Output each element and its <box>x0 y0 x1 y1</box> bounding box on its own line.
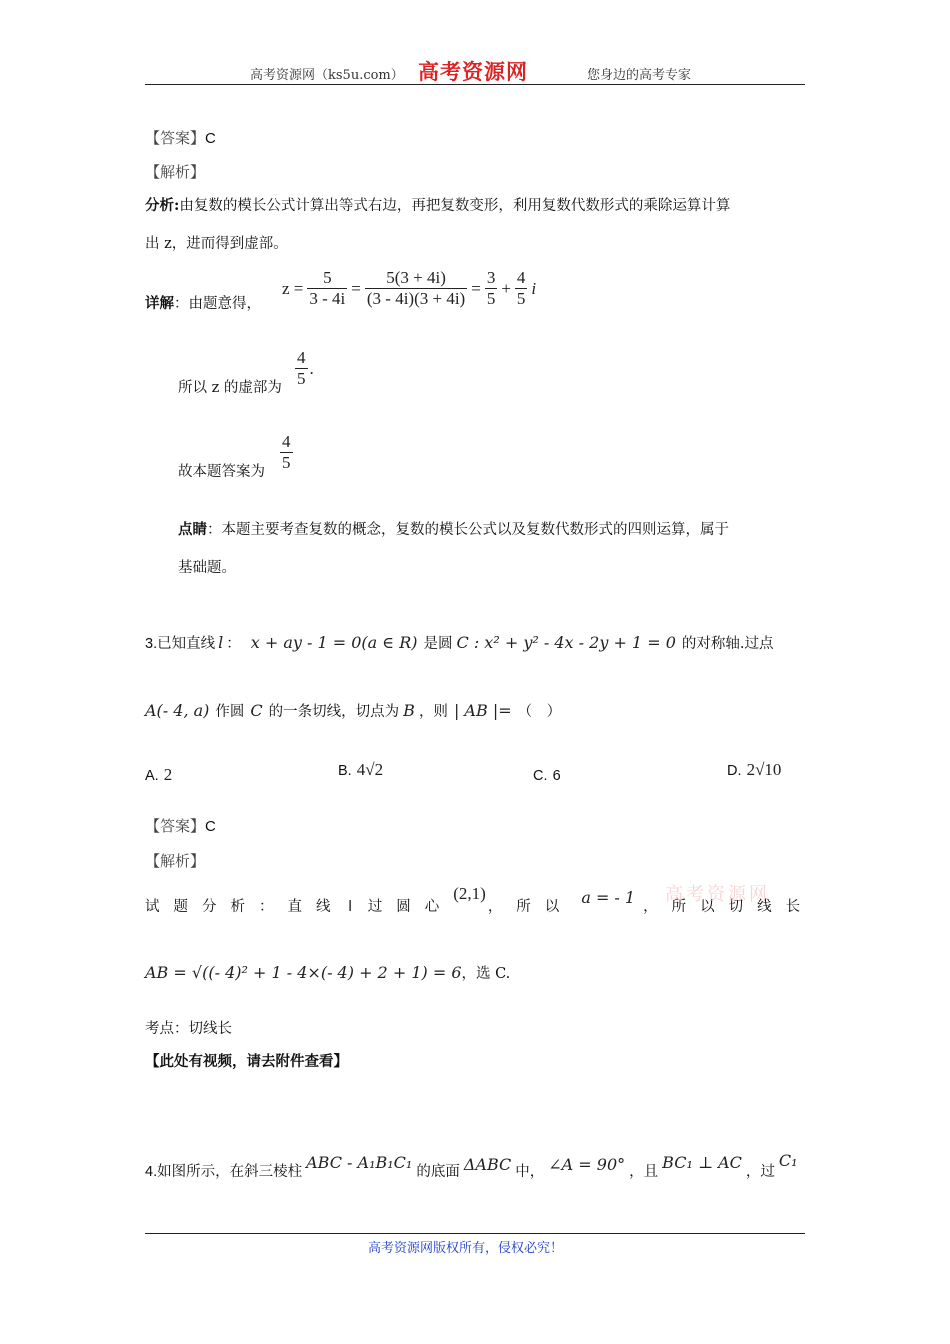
q3-answer: 【答案】C <box>145 817 216 835</box>
q3-point-a: A(- 4, a) <box>145 701 210 720</box>
q2-equation <box>282 268 536 309</box>
q2-analysis-tag: 【解析】 <box>145 163 206 181</box>
eq-frac4: $\frac{4}{5}$ <box>516 268 526 308</box>
q3-video-note: 【此处有视频，请去附件查看】 <box>145 1053 348 1070</box>
q3-option-a: A. 2 <box>145 765 173 784</box>
header-left: 高考资源网（ks5u.com） <box>250 68 404 83</box>
watermark: 高考资源网 <box>665 884 770 905</box>
q2-comment-line1: 点睛：本题主要考查复数的概念，复数的模长公式以及复数代数形式的四则运算，属于 <box>178 521 729 538</box>
q3-ab-formula: AB = √((- 4)² + 1 - 4×(- 4) + 2 + 1) = 6 <box>145 963 462 982</box>
eq-frac3: $\frac{3}{5}$ <box>486 268 496 308</box>
detail-text: ：由题意得， <box>174 296 261 312</box>
q3-stem-line2: A(- 4, a) 作圆 C 的一条切线，切点为 B ，则 | AB |= （ ） <box>145 701 562 720</box>
detail-label: 详解 <box>145 295 174 312</box>
q2-imag-frac: $\frac{4}{5}$ . <box>297 348 314 388</box>
header-brand-logo: 高考资源网 <box>418 59 528 84</box>
q2-imag-text: 所以 z 的虚部为 <box>178 380 282 396</box>
q3-number: 3. <box>145 636 158 652</box>
q4-stem: 4. 如图所示，在斜三棱柱 ABC - A₁B₁C₁ 的底面 ΔABC 中， ∠A = 90° ，且 BC₁ ⊥ AC ，过 C₁ <box>145 1151 798 1180</box>
q3-a-value: a = - 1 <box>581 888 636 907</box>
analysis-label: 分析: <box>145 197 180 214</box>
eq-i: i <box>531 278 537 298</box>
q2-final-frac: $\frac{4}{5}$ <box>282 432 291 472</box>
eq-z: z = <box>282 278 304 298</box>
q3-option-b: B. 4√2 <box>338 760 384 779</box>
eq-equal3: = <box>471 278 481 298</box>
footer-copyright: 高考资源网版权所有，侵权必究！ <box>368 1241 564 1256</box>
comment-label: 点睛 <box>178 521 207 538</box>
header-rule <box>145 84 805 85</box>
analysis-text: 由复数的模长公式计算出等式右边，再把复数变形，利用复数代数形式的乘除运算计算 <box>179 198 731 214</box>
q3-trial-line: 试题分析：直线 l 过圆心 (2,1) ，所以 a = - 1 ，所以切线长 <box>145 884 815 915</box>
q3-ab-formula-line: AB = √((- 4)² + 1 - 4×(- 4) + 2 + 1) = 6 ，选 C. <box>145 963 511 982</box>
q2-analysis-line1 <box>145 194 730 215</box>
q4-prism: ABC - A₁B₁C₁ <box>306 1153 413 1172</box>
q3-ab: | AB |= <box>453 701 512 720</box>
q2-comment-line2: 基础题。 <box>178 560 236 576</box>
q2-final-text: 故本题答案为 <box>178 464 265 480</box>
eq-frac1: $\frac{5}{3 - 4i}$ <box>309 268 346 308</box>
eq-frac2: $\frac{5(3 + 4i)}{(3 - 4i)(3 + 4i)}$ <box>366 268 466 308</box>
q3-center: (2,1) <box>453 884 486 903</box>
q3-option-c: C. 6 <box>533 768 561 784</box>
answer-tag: 【答案】 <box>145 129 206 147</box>
header-right: 您身边的高考专家 <box>587 68 692 83</box>
answer-value: C <box>205 130 216 147</box>
q2-detail <box>145 292 261 313</box>
q3-l: l <box>218 633 224 652</box>
q2-answer <box>145 127 216 148</box>
eq-equal2: = <box>351 278 361 298</box>
q3-analysis-tag: 【解析】 <box>145 852 206 870</box>
q3-line-eq: x + ay - 1 = 0(a ∈ R) <box>250 633 418 652</box>
q3-option-d: D. 2√10 <box>727 760 782 779</box>
q3-stem-line1: 3. 已知直线 l ： x + ay - 1 = 0(a ∈ R) 是圆 C : x² + y² - 4x - 2y + 1 = 0 的对称轴.过点 <box>145 633 774 652</box>
q2-analysis-line2: 出 z，进而得到虚部。 <box>145 236 288 252</box>
eq-plus: + <box>501 278 511 298</box>
footer-rule <box>145 1233 805 1234</box>
q3-kaodian: 考点：切线长 <box>145 1021 232 1037</box>
q3-circle-eq: C : x² + y² - 4x - 2y + 1 = 0 <box>456 633 676 652</box>
